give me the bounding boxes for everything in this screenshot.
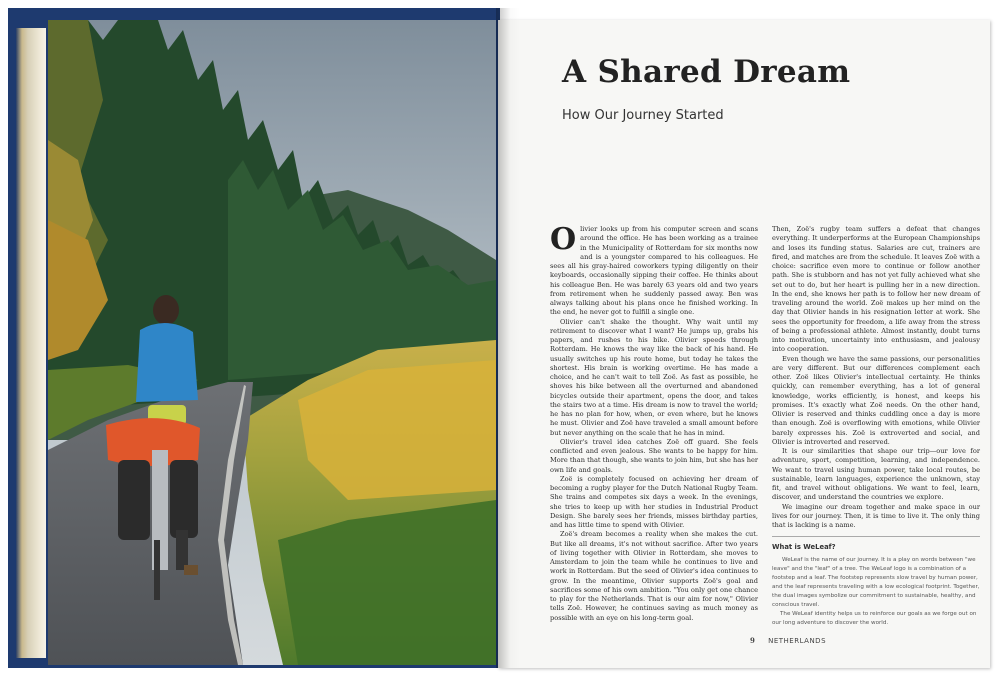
sidebar-paragraph: WeLeaf is the name of our journey. It is a play on words between "we leave" and the "leaf" of a tree. The WeLeaf logo is a combination of a footstep and a leaf. The footstep represents slow travel by human power, and the leaf represents traveling with a low ecological footprint. Together, the dual images symbolize our commitment to sustainable, healthy, and conscious travel. <box>772 556 980 608</box>
text-column-right <box>772 225 980 628</box>
paragraph: It is our similarities that shape our trip—our love for adventure, sport, competition, learning, and independence. We want to travel using human power, take local routes, be sustainable, learn languages, experience the unknown, stay fit, and travel without obligations. We want to feel, learn, discover, and understand the countries we explore. <box>772 447 980 502</box>
paragraph: Zoë is completely focused on achieving her dream of becoming a rugby player for the Dutch National Rugby Team. She trains and competes six days a week. In the evenings, she tries to keep up with her studies in Industrial Product Design. She barely sees her friends, misses birthday parties, and has little time to spend with Olivier. <box>550 474 758 529</box>
book-spine-shadow <box>496 8 520 668</box>
right-page <box>498 20 990 668</box>
paragraph: We imagine our dream together and make space in our lives for our journey. Then, it is time to live it. The only thing that is lacking is a name. <box>772 502 980 529</box>
paragraph: Olivier's travel idea catches Zoë off guard. She feels conflicted and even jealous. She wants to be happy for him. More than that though, she wants to join him, but she has her own life and goals. <box>550 437 758 474</box>
open-book <box>8 8 996 668</box>
paragraph: Olivier looks up from his computer screen and scans around the office. He has been working as a trainee in the Municipality of Rotterdam for six months now and is a youngster compared to his colleagues. He sees all his gray-haired coworkers typing diligently on their keyboards, occasionally sipping their coffee. He thinks about his colleague Ben. He was barely 63 years old and two years from retirement when he suddenly passed away. Ben was always talking about his plans once he finished working. In the end, he never got to fulfill a single one. <box>550 222 758 317</box>
sidebar-title: What is WeLeaf? <box>772 543 836 552</box>
sidebar-paragraph: The WeLeaf identity helps us to reinforce our goals as we forge out on our long adventure to discover the world. <box>772 610 977 626</box>
chapter-title: A Shared Dream <box>562 54 851 90</box>
page-footer <box>750 636 826 645</box>
paragraph: Then, Zoë's rugby team suffers a defeat that changes everything. It underperforms at the European Championships and loses its funding status. Salaries are cut, trainers are fired, and matches are from the schedule. It leaves Zoë with a choice: sacrifice even more to continue or follow another path. She is stubborn and has not yet fully achieved what she set out to do, but her heart is pulling her in a new direction. In the end, she knows her path is to follow her new dream of traveling around the world. Zoë makes up her mind on the day that Olivier hands in his resignation letter at work. She sees the opportunity for freedom, a life away from the stress of being a professional athlete. Almost instantly, doubt turns into motivation, uncertainty into enthusiasm, and jealousy into cooperation. <box>772 225 980 354</box>
text-column-left <box>550 222 758 623</box>
left-page <box>8 8 500 668</box>
section-name: NETHERLANDS <box>768 637 827 645</box>
paragraph: Olivier can't shake the thought. Why wait until my retirement to discover what I want? He jumps up, grabs his papers, and rushes to his bike. Olivier speeds through Rotterdam. He knows the way like the back of his hand. He usually switches up his route home, but today he takes the shortest. His brain is working overtime. He has made a choice, and he can't wait to tell Zoë. As fast as possible, he shoves his bike between all the overturned and abandoned bicycles outside their apartment, opens the door, and takes the stairs two at a time. His dream is now to travel the world; he has no plan for how, when, or even where, but he knows he must. Olivier and Zoë have traveled a small amount before but never anything on the scale that he has in mind. <box>550 317 758 437</box>
weleaf-sidebar <box>772 536 980 627</box>
paragraph: Zoë's dream becomes a reality when she makes the cut. But like all dreams, it's not without sacrifice. After two years of living together with Olivier in Rotterdam, she moves to Amsterdam to join the team while he continues to live and work in Rotterdam. But the seed of Olivier's idea continues to grow. In the meantime, Olivier supports Zoë's goal and sacrifices some of his own ambition. "You only get one chance to play for the Netherlands. That is our aim for now," Olivier tells Zoë. However, he continues saving as much money as possible with an eye on his long-term goal. <box>550 530 758 622</box>
paragraph: Even though we have the same passions, our personalities are very different. But our differences complement each other. Zoë likes Olivier's intellectual certainty. He thinks quickly, can remember everything, has a lot of general knowledge, works efficiently, is honest, and keeps his promises. It's exactly what Zoë needs. On the other hand, Olivier is reserved and thinks cuddling once a day is more than enough. Zoë is overflowing with emotions, while Olivier barely expresses his. Zoë is extroverted and social, and Olivier is introverted and reserved. <box>772 354 980 446</box>
page-edges <box>16 28 46 658</box>
cyclist-forest-photo <box>48 20 496 665</box>
page-number: 9 <box>750 636 756 645</box>
drop-cap: O <box>550 222 577 257</box>
chapter-subtitle: How Our Journey Started <box>562 108 724 123</box>
